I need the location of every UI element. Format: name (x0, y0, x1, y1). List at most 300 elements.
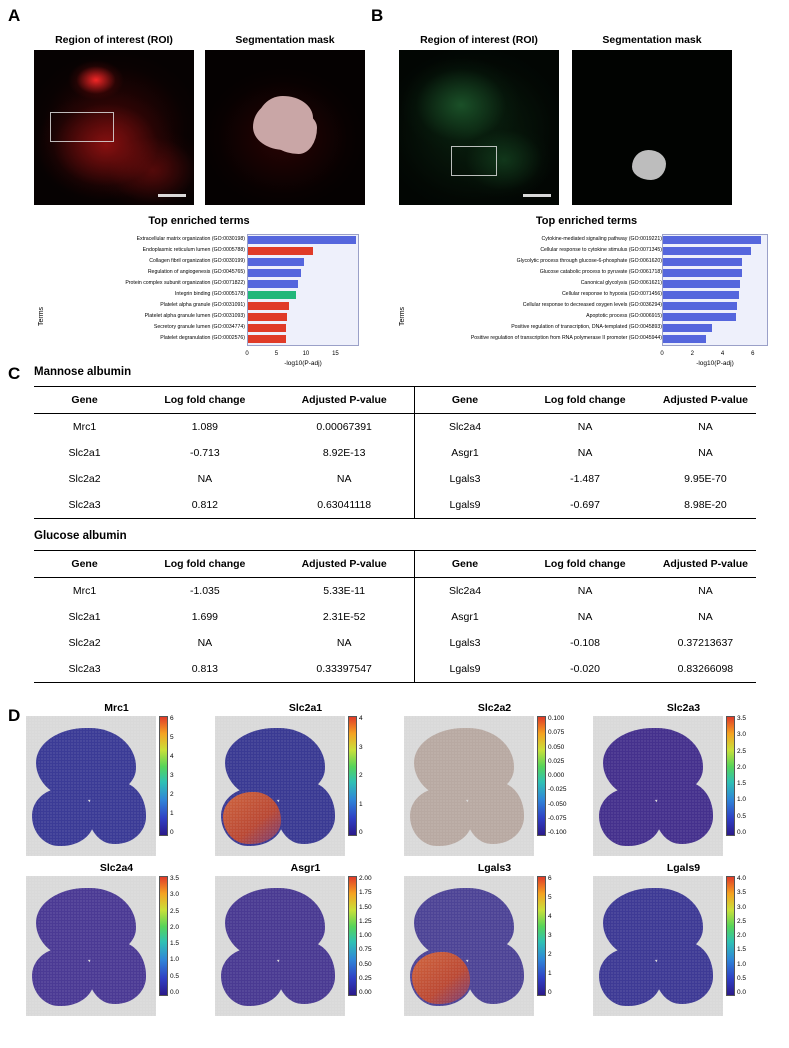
go-bar (248, 247, 313, 255)
roi-image-a (34, 50, 194, 205)
colorbar-tick: 6 (548, 875, 552, 882)
go-term-labels-b (406, 234, 662, 344)
colorbar-tick: 0.5 (170, 972, 180, 980)
go-bar-row (248, 235, 358, 245)
colorbar (348, 715, 363, 836)
colorbar-tick: 0.5 (737, 974, 747, 982)
table-cell: Slc2a4 (414, 414, 515, 441)
colorbar-tick: 1.5 (737, 780, 747, 788)
table-column-header: Adjusted P-value (662, 558, 749, 570)
tissue-section-image (593, 876, 723, 1016)
table-cell: NA (336, 473, 352, 485)
table-cell: 0.00067391 (316, 421, 372, 433)
colorbar-tick: 4.0 (737, 875, 747, 882)
go-term-label: Cellular response to decreased oxygen levels (GO:0036294) (522, 302, 662, 308)
spatial-plot-grid (26, 702, 774, 1016)
table-cell: 5.33E-11 (323, 585, 366, 597)
tissue-lobe (32, 788, 94, 846)
colorbar-gradient (159, 876, 168, 996)
colorbar-tick: 1 (170, 810, 174, 817)
colorbar-tick: 0.0 (737, 989, 747, 996)
tissue-hotspot (412, 952, 470, 1004)
panel-a-mask-block (205, 34, 365, 205)
go-plot-area-a (247, 234, 359, 346)
spatial-plot-title: Lgals3 (477, 862, 512, 874)
table-cell: -1.035 (189, 585, 220, 597)
roi-selection-box-b (451, 146, 497, 176)
colorbar-tick: 0.100 (548, 715, 565, 722)
go-bar-row (248, 257, 358, 267)
segmentation-blob (257, 96, 313, 148)
go-bar-row (248, 246, 358, 256)
table-column-header: Log fold change (544, 558, 626, 570)
colorbar-tick: 2.00 (359, 875, 372, 882)
glucose-albumin-table (34, 550, 756, 683)
go-x-tick: 6 (751, 351, 755, 357)
colorbar-tick: 3.0 (737, 903, 747, 911)
colorbar-tick: 5 (170, 734, 174, 741)
go-bar (663, 280, 740, 288)
colorbar-tick: 1.25 (359, 917, 372, 925)
go-bar (248, 269, 301, 277)
colorbar-tick: 2.5 (737, 917, 747, 925)
colorbar (537, 875, 552, 996)
go-x-tick: 4 (720, 351, 725, 357)
colorbar-tick: 0.00 (359, 989, 372, 996)
mannose-albumin-table (34, 386, 756, 519)
tissue-lobe (655, 782, 713, 844)
colorbar-tick: -0.100 (548, 829, 567, 836)
colorbar-tick: 2 (548, 951, 552, 958)
colorbar-tick-labels (737, 716, 763, 836)
colorbar-tick: 4 (359, 715, 363, 722)
table-cell: Slc2a3 (68, 663, 101, 675)
spatial-plot-title: Slc2a4 (99, 862, 134, 874)
tissue-lobe (599, 948, 661, 1006)
table-cell: 2.31E-52 (322, 611, 366, 623)
spatial-plot-slc2a1 (215, 702, 396, 856)
table-row (34, 604, 756, 630)
colorbar-tick-labels (548, 876, 574, 996)
tissue-lobe (88, 782, 146, 844)
colorbar-tick: 0.0 (737, 829, 747, 836)
table-row (34, 414, 756, 441)
table-cell: NA (577, 421, 593, 433)
table-cell: 0.63041118 (317, 499, 372, 511)
go-bar (663, 313, 736, 321)
table-row (34, 578, 756, 605)
table-column-header: Gene (71, 558, 98, 570)
table-cell: Mrc1 (72, 585, 97, 597)
tissue-lobe (32, 948, 94, 1006)
go-bar-row (663, 301, 767, 311)
table-cell: Lgals9 (414, 656, 515, 683)
table-cell: Lgals9 (414, 492, 515, 519)
table-cell: NA (698, 421, 713, 433)
tissue-section-image (404, 716, 534, 856)
colorbar-tick: -0.025 (548, 786, 567, 794)
go-x-tick: 2 (690, 351, 694, 357)
go-bar-row (663, 312, 767, 322)
table-column-header: Adjusted P-value (301, 394, 387, 406)
table-cell: -0.697 (570, 499, 600, 511)
go-x-tick: 5 (274, 351, 279, 357)
table-cell: Slc2a3 (68, 499, 101, 511)
colorbar-tick: 0 (170, 829, 174, 836)
mask-title-a: Segmentation mask (235, 34, 335, 46)
go-bar-row (663, 323, 767, 333)
colorbar-tick: 2.0 (737, 763, 747, 771)
colorbar-tick: 2.0 (170, 923, 180, 931)
colorbar-tick: 1.00 (359, 932, 372, 939)
go-bar (248, 335, 286, 343)
spatial-plot-slc2a3 (593, 702, 774, 856)
tissue-lobe (88, 942, 146, 1004)
go-term-label: Glucose catabolic process to pyruvate (GO:0061718) (539, 269, 662, 275)
spatial-plot-lgals9 (593, 862, 774, 1016)
go-bar-row (663, 268, 767, 278)
colorbar-tick: -0.075 (548, 814, 567, 822)
go-bar (248, 313, 287, 321)
colorbar-tick: 0.25 (359, 974, 372, 982)
colorbar-tick: 3 (170, 772, 174, 779)
colorbar-tick: 0.075 (548, 729, 565, 737)
roi-title-b: Region of interest (ROI) (420, 34, 538, 46)
go-bar (663, 236, 761, 244)
tissue-lobe (277, 942, 335, 1004)
table-cell: Slc2a2 (68, 473, 101, 485)
table-cell: Mrc1 (72, 421, 97, 433)
spatial-plot-slc2a2 (404, 702, 585, 856)
tissue-lobe (410, 788, 472, 846)
go-term-label: Platelet alpha granule lumen (GO:0031093) (144, 313, 245, 319)
table-row (34, 656, 756, 683)
colorbar-tick: 4 (548, 913, 552, 920)
table-cell: NA (698, 585, 713, 597)
colorbar (348, 875, 372, 996)
panel-letter-b: B (371, 6, 384, 25)
colorbar-tick: 2.5 (737, 747, 747, 755)
colorbar-tick: 3.5 (737, 889, 747, 897)
panel-a-roi-block (34, 34, 194, 205)
scale-bar-icon (523, 194, 551, 197)
colorbar-gradient (159, 716, 168, 836)
colorbar-tick: 0 (548, 989, 552, 996)
table-cell: Lgals3 (414, 466, 515, 492)
go-bar (248, 291, 296, 299)
table-column-header: Gene (71, 394, 98, 406)
go-term-label: Positive regulation of transcription, DNA-templated (GO:0045893) (511, 324, 662, 330)
colorbar-gradient (537, 876, 546, 996)
colorbar-tick: 1.5 (737, 946, 747, 954)
colorbar-tick: 1.0 (737, 960, 747, 968)
go-term-label: Cellular response to hypoxia (GO:0071456) (561, 291, 662, 297)
go-bar (248, 258, 304, 266)
colorbar-tick: -0.050 (548, 800, 567, 808)
table-header-row (34, 387, 756, 414)
go-bar (663, 269, 742, 277)
spatial-plot-title: Lgals9 (666, 862, 701, 874)
colorbar-tick-labels (170, 716, 196, 836)
panel-letter-a: A (8, 6, 21, 25)
colorbar-gradient (348, 876, 357, 996)
colorbar (159, 875, 180, 996)
go-xlabel-a: -log10(P-adj) (284, 360, 322, 367)
go-term-label: Collagen fibril organization (GO:0030199) (149, 258, 245, 264)
colorbar-tick: 5 (548, 894, 552, 901)
go-title-b: Top enriched terms (535, 215, 638, 227)
go-bar (663, 324, 712, 332)
tissue-section-image (26, 876, 156, 1016)
go-bar (663, 247, 751, 255)
colorbar-tick: 1 (359, 800, 363, 808)
go-bar-row (663, 334, 767, 344)
go-term-label: Extracellular matrix organization (GO:0030198) (136, 236, 245, 242)
go-term-label: Secretory granule lumen (GO:0034774) (153, 324, 245, 330)
roi-image-b (399, 50, 559, 205)
tissue-lobe (466, 782, 524, 844)
table-cell: -1.487 (570, 473, 600, 485)
tissue-lobe (466, 942, 524, 1004)
go-x-tick: 0 (660, 351, 664, 357)
go-bar-row (248, 279, 358, 289)
table-cell: NA (197, 637, 213, 649)
colorbar-tick: 0.025 (548, 757, 565, 765)
colorbar-tick: 3 (548, 932, 552, 939)
colorbar (726, 875, 747, 996)
spatial-plot-slc2a4 (26, 862, 207, 1016)
go-bar (663, 335, 706, 343)
go-term-labels-a (49, 234, 245, 344)
colorbar-tick: 4 (170, 753, 174, 760)
colorbar-tick: 2 (359, 772, 363, 779)
tissue-lobe (221, 948, 283, 1006)
table-cell: -0.108 (570, 637, 600, 649)
go-bar-row (663, 257, 767, 267)
table-cell: NA (577, 585, 593, 597)
table-cell: 0.37213637 (677, 637, 734, 649)
table-cell: Lgals3 (414, 630, 515, 656)
go-term-label: Cytokine-mediated signaling pathway (GO:0019221) (541, 236, 662, 242)
tissue-section-image (593, 716, 723, 856)
table-column-header: Log fold change (164, 558, 246, 570)
mask-image-b (572, 50, 732, 205)
colorbar-tick: 3 (359, 743, 363, 751)
table-row (34, 492, 756, 519)
table-cell: 0.813 (191, 663, 218, 675)
spatial-plot-title: Slc2a3 (666, 702, 701, 714)
colorbar-tick: 0.50 (359, 960, 372, 968)
spatial-plot-title: Asgr1 (290, 862, 321, 874)
tissue-lobe (655, 942, 713, 1004)
go-bar (663, 302, 737, 310)
table-cell: NA (197, 473, 213, 485)
table-cell: NA (698, 611, 713, 623)
table-column-header: Adjusted P-value (301, 558, 387, 570)
go-term-label: Integrin binding (GO:0005178) (174, 291, 245, 297)
spatial-plot-title: Slc2a1 (288, 702, 323, 714)
colorbar (537, 715, 567, 836)
go-bar (248, 324, 286, 332)
go-term-label: Glycolytic process through glucose-6-phosphate (GO:0061620) (516, 258, 662, 264)
go-bar-row (248, 334, 358, 344)
table-cell: NA (336, 637, 352, 649)
go-bar-row (248, 268, 358, 278)
table-cell: 9.95E-70 (684, 473, 727, 485)
mask-image-a (205, 50, 365, 205)
go-bar-row (663, 235, 767, 245)
scale-bar-icon (158, 194, 186, 197)
go-bar (248, 302, 289, 310)
colorbar-gradient (726, 716, 735, 836)
table-cell: NA (577, 611, 593, 623)
table-cell: Asgr1 (414, 440, 515, 466)
table-cell: Asgr1 (414, 604, 515, 630)
go-bar-row (248, 290, 358, 300)
tissue-section-image (404, 876, 534, 1016)
table-cell: 8.92E-13 (322, 447, 366, 459)
colorbar-tick: 3.5 (737, 715, 747, 722)
colorbar-tick: 1.0 (170, 956, 180, 964)
go-plot-area-b (662, 234, 768, 346)
roi-selection-box-a (50, 112, 114, 142)
tissue-lobe (599, 788, 661, 846)
table-row (34, 466, 756, 492)
spatial-plot-title: Mrc1 (104, 702, 129, 714)
colorbar-tick: 2.0 (737, 932, 747, 939)
colorbar-tick-labels (359, 876, 385, 996)
tissue-section-image (26, 716, 156, 856)
table-cell: Slc2a4 (414, 578, 515, 605)
table-row (34, 630, 756, 656)
go-xlabel-b: -log10(P-adj) (696, 360, 734, 367)
panel-b-roi-block (399, 34, 559, 205)
go-bar-row (663, 290, 767, 300)
tissue-section-image (215, 716, 345, 856)
table-cell: NA (577, 447, 593, 459)
go-term-label: Cellular response to cytokine stimulus (GO:0071345) (540, 247, 662, 253)
go-term-label: Platelet alpha granule (GO:0031091) (160, 302, 245, 308)
go-x-tick: 0 (245, 351, 249, 357)
colorbar (726, 715, 747, 836)
go-ylabel-b: Terms (399, 306, 406, 326)
go-bar-row (663, 246, 767, 256)
table-cell: Slc2a1 (68, 447, 101, 459)
table-cell: Slc2a2 (68, 637, 101, 649)
colorbar-tick: 3.5 (170, 875, 180, 882)
spatial-plot-asgr1 (215, 862, 396, 1016)
colorbar-tick: 2.5 (170, 907, 180, 915)
table-cell: Slc2a1 (68, 611, 101, 623)
go-term-label: Positive regulation of transcription from RNA polymerase II promoter (GO:0045944) (470, 335, 662, 341)
table-cell: 1.089 (191, 421, 218, 433)
colorbar-gradient (537, 716, 546, 836)
go-x-tick: 10 (302, 351, 310, 357)
go-bar (248, 280, 298, 288)
go-title-a: Top enriched terms (148, 215, 250, 227)
table-cell: -0.713 (189, 447, 220, 459)
go-term-label: Endoplasmic reticulum lumen (GO:0005788) (142, 247, 245, 253)
table-column-header: Log fold change (544, 394, 626, 406)
colorbar-tick: 0.0 (170, 989, 180, 996)
go-chart-b (399, 215, 774, 367)
colorbar-tick: 0.75 (359, 946, 372, 954)
mannose-table-title: Mannose albumin (34, 366, 132, 378)
go-chart-a (34, 215, 364, 367)
table-cell: 8.98E-20 (684, 499, 727, 511)
colorbar-tick: 1.5 (170, 940, 180, 948)
go-bar (663, 258, 742, 266)
table-row (34, 440, 756, 466)
table-cell: 0.83266098 (677, 663, 734, 675)
colorbar-tick: 0.5 (737, 812, 747, 820)
roi-title-a: Region of interest (ROI) (55, 34, 173, 46)
table-cell: NA (698, 447, 713, 459)
mask-title-b: Segmentation mask (602, 34, 702, 46)
table-column-header: Gene (414, 551, 515, 578)
colorbar-tick-labels (359, 716, 385, 836)
table-cell: 1.699 (191, 611, 218, 623)
go-bar-row (663, 279, 767, 289)
colorbar-tick: 1.75 (359, 889, 372, 897)
spatial-plot-title: Slc2a2 (477, 702, 512, 714)
colorbar-tick-labels (548, 716, 574, 836)
tissue-lobe (277, 782, 335, 844)
table-cell: 0.812 (191, 499, 218, 511)
colorbar-tick: 2 (170, 791, 174, 798)
segmentation-blob (632, 150, 666, 180)
colorbar-gradient (726, 876, 735, 996)
colorbar-tick: 3.0 (737, 731, 747, 739)
go-bar-row (248, 312, 358, 322)
go-ylabel-a: Terms (38, 306, 45, 326)
colorbar-tick: 3.0 (170, 891, 180, 899)
table-column-header: Gene (414, 387, 515, 414)
table-cell: -0.020 (570, 663, 600, 675)
go-bar (248, 236, 356, 244)
go-term-label: Apoptotic process (GO:0006915) (586, 313, 662, 319)
panel-letter-d: D (8, 706, 21, 725)
panel-letter-c: C (8, 364, 21, 383)
colorbar-tick-labels (737, 876, 763, 996)
table-column-header: Adjusted P-value (662, 394, 749, 406)
go-bar (663, 291, 739, 299)
tissue-hotspot (223, 792, 281, 844)
colorbar-gradient (348, 716, 357, 836)
tissue-section-image (215, 876, 345, 1016)
go-bar-row (248, 323, 358, 333)
glucose-table-title: Glucose albumin (34, 530, 127, 542)
colorbar-tick: 0.000 (548, 772, 565, 779)
go-x-tick: 15 (332, 351, 339, 357)
panel-b-mask-block (572, 34, 732, 205)
go-term-label: Protein complex subunit organization (GO:0071822) (125, 280, 245, 286)
go-bar-row (248, 301, 358, 311)
colorbar-tick: 1.0 (737, 796, 747, 804)
spatial-plot-mrc1 (26, 702, 207, 856)
colorbar-tick-labels (170, 876, 196, 996)
colorbar (159, 715, 174, 836)
spatial-plot-lgals3 (404, 862, 585, 1016)
go-term-label: Canonical glycolysis (GO:0061621) (580, 280, 662, 286)
colorbar-tick: 0.050 (548, 743, 565, 751)
table-header-row (34, 551, 756, 578)
colorbar-tick: 1.50 (359, 903, 372, 911)
colorbar-tick: 0 (359, 829, 363, 836)
go-term-label: Platelet degranulation (GO:0002576) (160, 335, 245, 341)
table-column-header: Log fold change (164, 394, 246, 406)
colorbar-tick: 6 (170, 715, 174, 722)
